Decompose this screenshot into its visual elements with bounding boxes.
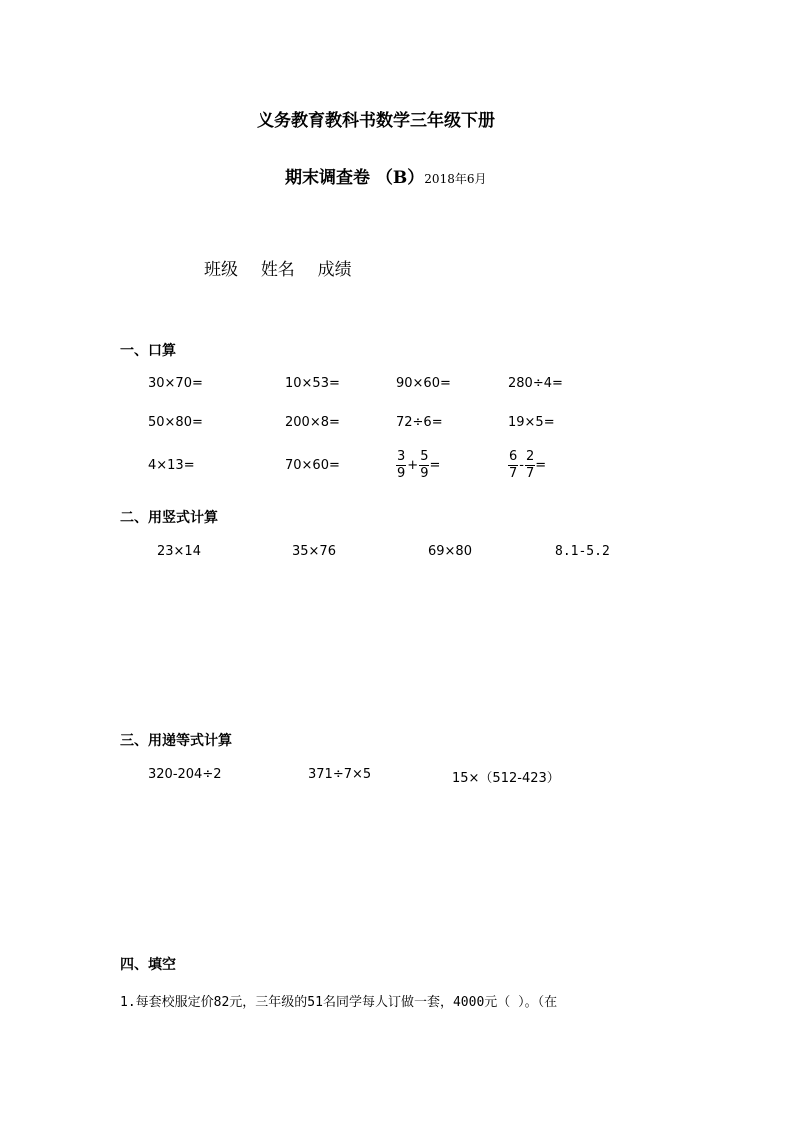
- fraction: [508, 449, 518, 482]
- operator: -: [519, 458, 524, 473]
- fraction: [396, 449, 406, 482]
- equals-sign: =: [535, 458, 547, 473]
- step-calc-item: 15×（512-423）: [452, 771, 560, 786]
- vertical-calc-item: 35×76: [292, 544, 336, 559]
- fraction: [525, 449, 535, 482]
- vertical-calc-item: 8.1-5.2: [555, 544, 610, 559]
- section-3-heading: 三、用递等式计算: [120, 733, 232, 749]
- fraction-expression: [508, 449, 546, 482]
- section-4-heading: 四、填空: [120, 957, 176, 973]
- vertical-calc-item: 69×80: [428, 544, 472, 559]
- oral-calc-item: 90×60=: [396, 376, 451, 391]
- oral-calc-item: 19×5=: [508, 415, 555, 430]
- fraction: [419, 449, 429, 482]
- vertical-calc-item: 23×14: [157, 544, 201, 559]
- oral-calc-item: 30×70=: [148, 376, 203, 391]
- fill-blank-question-1: 1.每套校服定价82元，三年级的51名同学每人订做一套，4000元（ ）。（在: [120, 995, 558, 1010]
- document-title: 义务教育教科书数学三年级下册: [257, 111, 495, 131]
- operator: +: [407, 458, 419, 473]
- step-calc-item: 371÷7×5: [308, 767, 372, 782]
- numerator: 5: [420, 449, 429, 464]
- oral-calc-item: 50×80=: [148, 415, 203, 430]
- section-1-heading: 一、口算: [120, 343, 176, 359]
- oral-calc-item: 200×8=: [285, 415, 340, 430]
- denominator: 7: [509, 466, 518, 481]
- numerator: 3: [397, 449, 406, 464]
- step-calc-item: 320-204÷2: [148, 767, 222, 782]
- oral-calc-item: 4×13=: [148, 458, 195, 473]
- equals-sign: =: [429, 458, 441, 473]
- oral-calc-item: 10×53=: [285, 376, 340, 391]
- score-label: 成绩: [317, 260, 352, 280]
- denominator: 9: [420, 466, 429, 481]
- oral-calc-item: 72÷6=: [396, 415, 443, 430]
- class-label: 班级: [204, 260, 238, 280]
- student-info: [204, 255, 352, 280]
- oral-calc-item: 280÷4=: [508, 376, 563, 391]
- denominator: 9: [397, 466, 406, 481]
- section-2-heading: 二、用竖式计算: [120, 510, 218, 526]
- oral-calc-item: 70×60=: [285, 458, 340, 473]
- document-subtitle: 期末调查卷 （B）: [285, 168, 425, 188]
- numerator: 6: [509, 449, 518, 464]
- denominator: 7: [525, 466, 535, 481]
- numerator: 2: [525, 449, 535, 464]
- document-date: 2018年6月: [424, 172, 487, 186]
- fraction-expression: [396, 449, 440, 482]
- name-label: 姓名: [260, 260, 295, 280]
- document-subtitle-line: [285, 163, 486, 188]
